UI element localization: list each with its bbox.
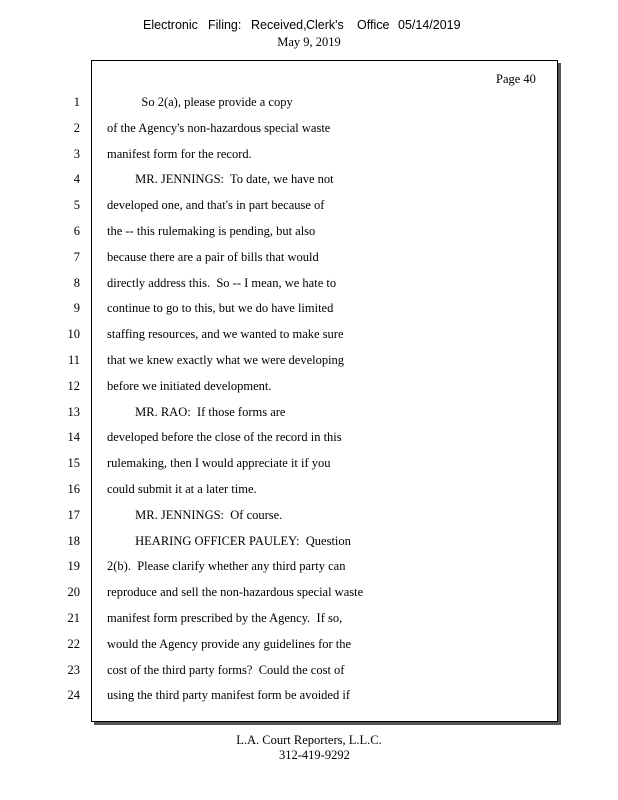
line-text: that we knew exactly what we were developing — [107, 353, 345, 367]
line-text: cost of the third party forms? Could the cost of — [107, 662, 345, 677]
line-text: So 2(a), please provide a copy — [107, 95, 293, 109]
line-number: 16 — [67, 482, 80, 496]
line-number: 15 — [67, 456, 80, 471]
line-number: 5 — [73, 198, 80, 213]
filing-stamp-electronic: Electronic — [143, 18, 198, 32]
line-number: 1 — [73, 95, 80, 109]
line-text: developed one, and that's in part because of — [107, 198, 325, 213]
line-number: 24 — [67, 688, 80, 703]
line-number: 12 — [67, 378, 80, 393]
line-number: 20 — [67, 585, 80, 600]
line-text: the -- this rulemaking is pending, but also — [107, 224, 316, 238]
line-text: because there are a pair of bills that would — [107, 249, 319, 264]
line-text: MR. RAO: If those forms are — [107, 404, 286, 419]
line-number: 10 — [67, 327, 80, 342]
line-text: of the Agency's non-hazardous special waste — [107, 120, 331, 135]
line-text: manifest form prescribed by the Agency. If so, — [107, 611, 343, 625]
line-number: 2 — [73, 120, 80, 135]
line-number: 14 — [67, 430, 80, 445]
line-text: rulemaking, then I would appreciate it if you — [107, 456, 331, 471]
line-number: 7 — [73, 249, 80, 264]
line-text: developed before the close of the record in this — [107, 430, 342, 445]
line-number: 21 — [67, 611, 80, 625]
line-number: 17 — [67, 507, 80, 522]
line-text: MR. JENNINGS: To date, we have not — [107, 172, 334, 187]
filing-stamp-clerks: Clerk's — [306, 18, 344, 32]
line-text: directly address this. So -- I mean, we hate to — [107, 275, 337, 290]
line-number: 8 — [73, 275, 80, 290]
filing-stamp-filing: Filing: — [208, 18, 242, 32]
line-number: 18 — [67, 533, 80, 548]
line-text: 2(b). Please clarify whether any third party can — [107, 559, 346, 574]
page-number: Page 40 — [496, 72, 536, 86]
line-number: 6 — [73, 224, 80, 238]
line-text: before we initiated development. — [107, 378, 272, 393]
line-text: could submit it at a later time. — [107, 482, 257, 496]
line-number: 9 — [73, 301, 80, 316]
hearing-date: May 9, 2019 — [277, 35, 341, 49]
line-text: MR. JENNINGS: Of course. — [107, 507, 283, 522]
filing-stamp-office: Office — [357, 18, 390, 32]
line-text: staffing resources, and we wanted to make sure — [107, 327, 344, 342]
line-number: 13 — [67, 404, 80, 419]
line-text: HEARING OFFICER PAULEY: Question — [107, 533, 351, 548]
filing-stamp-date: 05/14/2019 — [398, 18, 461, 32]
line-text: would the Agency provide any guidelines for the — [107, 636, 352, 651]
line-number: 3 — [73, 146, 80, 161]
footer-company: L.A. Court Reporters, L.L.C. — [236, 733, 382, 747]
footer-phone: 312-419-9292 — [279, 748, 350, 762]
filing-stamp-received: Received, — [251, 18, 307, 32]
line-number: 23 — [67, 662, 80, 677]
line-text: manifest form for the record. — [107, 146, 252, 161]
line-number: 11 — [67, 353, 80, 367]
line-text: reproduce and sell the non-hazardous special waste — [107, 585, 364, 600]
line-text: using the third party manifest form be avoided if — [107, 688, 350, 703]
line-number: 22 — [67, 636, 80, 651]
line-number: 19 — [67, 559, 80, 574]
line-number: 4 — [73, 172, 80, 187]
line-text: continue to go to this, but we do have limited — [107, 301, 334, 316]
